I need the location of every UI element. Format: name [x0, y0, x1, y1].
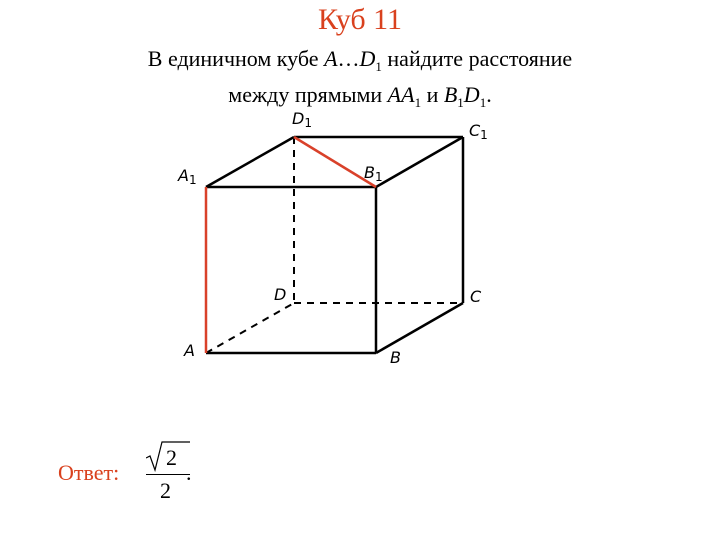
edge-C1B1	[376, 137, 463, 187]
fraction-bar	[146, 474, 190, 475]
page-title: Куб 11	[317, 3, 402, 36]
vertex-subscript: 1	[414, 95, 422, 110]
problem-text: и	[421, 82, 444, 107]
vertex-label-B1: B1	[364, 163, 383, 184]
edge-AD	[206, 303, 294, 353]
problem-text: найдите расстояние	[381, 46, 573, 71]
vertex-label-C: C	[470, 287, 482, 306]
answer-block	[58, 440, 258, 510]
answer-denominator: 2	[160, 478, 171, 503]
problem-text: В единичном кубе	[147, 46, 325, 71]
answer-numerator: 2	[166, 445, 177, 470]
edge-BC	[376, 303, 463, 353]
answer-fraction	[146, 440, 190, 510]
vertex-label-C1: C1	[469, 121, 488, 142]
vertex-ref: A	[324, 46, 338, 71]
vertex-ref: D	[463, 82, 480, 107]
problem-text: между прямыми	[228, 82, 388, 107]
answer-trailing-dot: .	[186, 460, 192, 485]
vertex-label-B: B	[390, 348, 401, 367]
vertex-subscript: 1	[457, 95, 464, 110]
edge-A1D1	[206, 137, 294, 187]
vertex-subscript: 1	[375, 59, 382, 74]
ellipsis: …	[337, 46, 360, 71]
vertex-label-D1: D1	[292, 109, 312, 130]
answer-label: Ответ:	[58, 460, 120, 485]
vertex-label-D: D	[274, 285, 287, 304]
problem-text: .	[486, 82, 492, 107]
vertex-ref: D	[359, 46, 376, 71]
line-ref: AA	[387, 82, 415, 107]
vertex-subscript: 1	[479, 95, 487, 110]
vertex-label-A1: A1	[178, 166, 197, 187]
vertex-ref: B	[443, 82, 458, 107]
vertex-label-A: A	[184, 341, 195, 360]
